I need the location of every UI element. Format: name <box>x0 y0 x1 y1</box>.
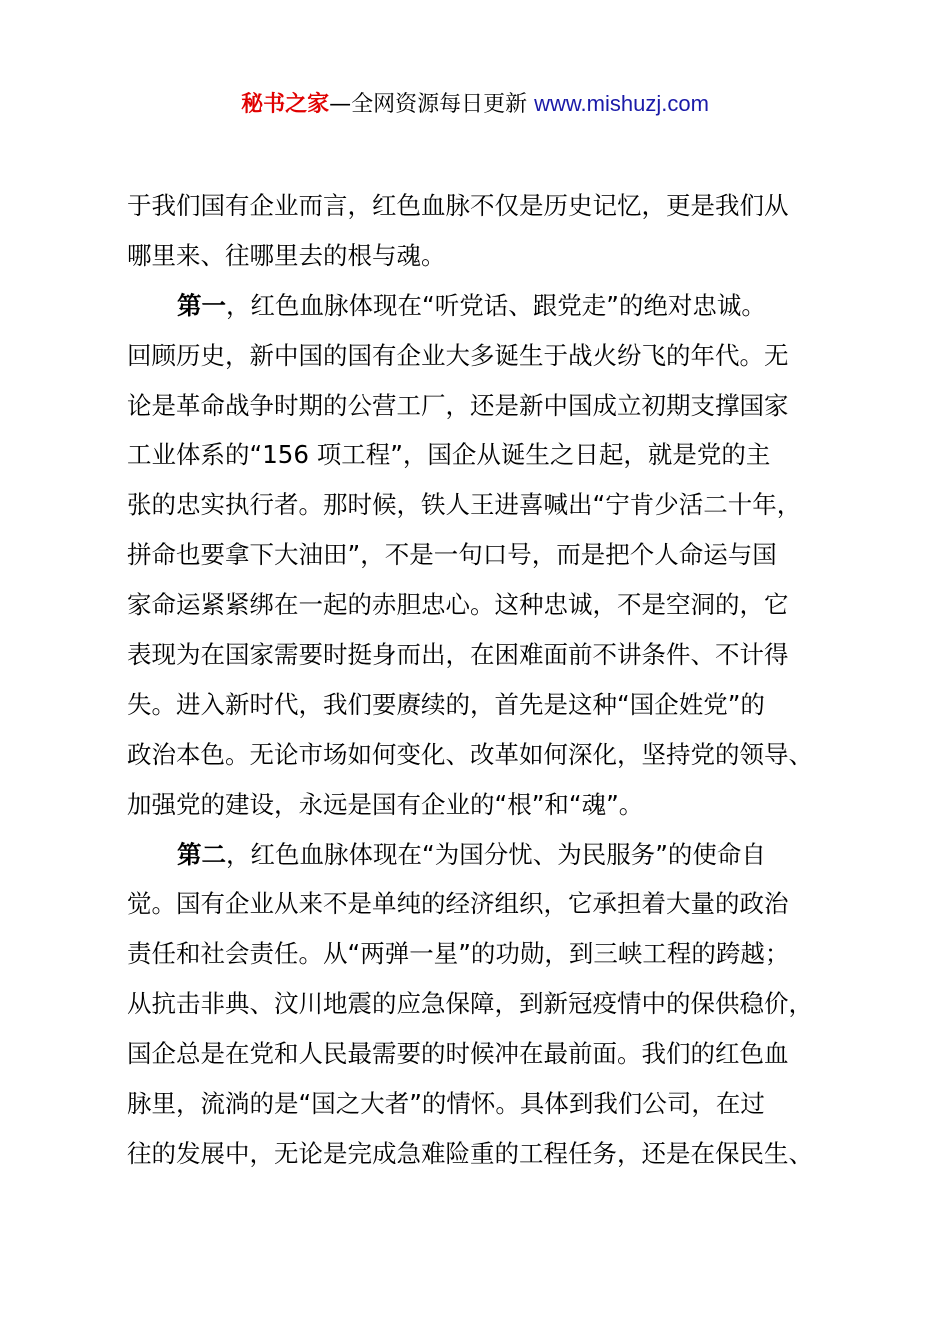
paragraph-lead-line <box>127 281 862 331</box>
line-text: 责任和社会责任。从“两弹一星”的功勋，到三峡工程的跨越； <box>127 939 790 969</box>
line-text: 往的发展中，无论是完成急难险重的工程任务，还是在保民生、 <box>127 1138 813 1168</box>
line-text: 从抗击非典、汶川地震的应急保障，到新冠疫情中的保供稳价， <box>127 989 813 1019</box>
text-line <box>127 730 862 780</box>
line-text: 失。进入新时代，我们要赓续的，首先是这种“国企姓党”的 <box>127 689 765 719</box>
line-text: 表现为在国家需要时挺身而出，在困难面前不讲条件、不计得 <box>127 640 789 670</box>
text-line <box>127 879 862 929</box>
text-line <box>127 530 862 580</box>
line-text: 拼命也要拿下大油田”，不是一句口号，而是把个人命运与国 <box>127 540 777 570</box>
line-text: ，红色血脉体现在“听党话、跟党走”的绝对忠诚。 <box>226 290 766 320</box>
text-line <box>127 1029 862 1079</box>
brand-name: 秘书之家 <box>241 92 330 117</box>
header-tagline: —全网资源每日更新 <box>329 92 535 117</box>
line-text: 哪里来、往哪里去的根与魂。 <box>127 240 446 270</box>
paragraph-lead-line <box>127 830 862 880</box>
text-line <box>127 331 862 381</box>
line-text: ，红色血脉体现在“为国分忧、为民服务”的使命自 <box>226 839 766 869</box>
text-line <box>127 231 862 281</box>
text-line <box>127 979 862 1029</box>
line-text: 张的忠实执行者。那时候，铁人王进喜喊出“宁肯少活二十年， <box>127 490 802 520</box>
text-line <box>127 480 862 530</box>
line-text: 加强党的建设，永远是国有企业的“根”和“魂”。 <box>127 789 644 819</box>
text-line <box>127 680 862 730</box>
text-line <box>127 181 862 231</box>
document-body <box>127 181 862 1179</box>
paragraph-lead: 第一 <box>177 290 226 320</box>
site-header <box>0 88 950 121</box>
line-text: 家命运紧紧绑在一起的赤胆忠心。这种忠诚，不是空洞的，它 <box>127 590 789 620</box>
line-text: 工业体系的“156 项工程”，国企从诞生之日起，就是党的主 <box>127 440 771 470</box>
text-line <box>127 780 862 830</box>
text-line <box>127 381 862 431</box>
line-text: 国企总是在党和人民最需要的时候冲在最前面。我们的红色血 <box>127 1039 789 1069</box>
line-text: 政治本色。无论市场如何变化、改革如何深化，坚持党的领导、 <box>127 739 813 769</box>
paragraph-lead: 第二 <box>177 839 226 869</box>
site-url-link[interactable]: www.mishuzj.com <box>534 91 709 116</box>
text-line <box>127 1129 862 1179</box>
text-line <box>127 929 862 979</box>
text-line <box>127 430 862 480</box>
text-line <box>127 1079 862 1129</box>
line-text: 于我们国有企业而言，红色血脉不仅是历史记忆，更是我们从 <box>127 191 789 220</box>
line-text: 觉。国有企业从来不是单纯的经济组织，它承担着大量的政治 <box>127 889 789 919</box>
text-line <box>127 630 862 680</box>
line-text: 论是革命战争时期的公营工厂，还是新中国成立初期支撑国家 <box>127 390 789 420</box>
line-text: 脉里，流淌的是“国之大者”的情怀。具体到我们公司，在过 <box>127 1089 765 1119</box>
text-line <box>127 580 862 630</box>
line-text: 回顾历史，新中国的国有企业大多诞生于战火纷飞的年代。无 <box>127 340 789 370</box>
